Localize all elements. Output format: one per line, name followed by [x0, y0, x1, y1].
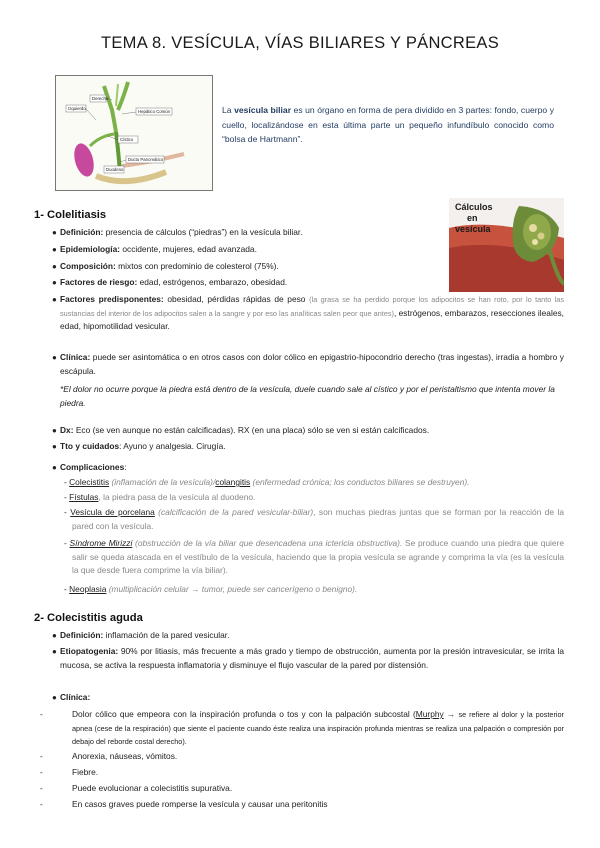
bullet-definicion: ● Definición: presencia de cálculos (“piedras”) en la vesícula biliar. [52, 227, 303, 237]
label-cistico: Cístico [120, 137, 134, 142]
intro-paragraph [222, 103, 554, 147]
intro-post: es un órgano en forma de pera dividido en 3 partes: fondo, cuerpo y cuello, localizándose en esta última parte un pequeño infundíbulo conocido como “bolsa de Hartmann”. [222, 105, 554, 144]
complicacion-neoplasia: - Neoplasia (multiplicación celular → tumor, puede ser cancerígeno o benigno). [64, 584, 358, 594]
gallstones-figure [449, 198, 564, 292]
complicacion-vesicula-porcelana: - Vesícula de porcelana (calcificación de la pared vesicular-biliar), son muchas piedras juntas que se forman por la reacción de la pared con la vesícula. [64, 507, 564, 531]
bullet-etiopatogenia: ● Etiopatogenia: 90% por litiasis, más frecuente a más grado y tiempo de obstrucción, aumenta por la presión intravesicular, se irrita la mucosa, se activa la respuesta inflamatoria y disminuye el flujo vascular de la pared por distensión. [52, 646, 564, 670]
label-derecho: Derecho [92, 96, 109, 101]
gallstones-label-line3: vesícula [455, 224, 491, 234]
complicacion-fistulas: - Fístulas, la piedra pasa de la vesícula al duodeno. [64, 492, 256, 502]
bullet-clinica-2: ● Clínica: [52, 692, 91, 702]
biliary-anatomy-illustration [56, 76, 212, 190]
section-heading-colelitiasis: 1- Colelitiasis [34, 209, 107, 221]
dash-3: - [40, 767, 43, 777]
label-duodeno: Duodeno [106, 167, 124, 172]
gallstones-illustration [449, 198, 564, 292]
bullet-definicion-2: ● Definición: inflamación de la pared vesicular. [52, 630, 230, 640]
clinica2-fiebre: Fiebre. [72, 767, 99, 777]
bullet-factores-predisponentes: ● Factores predisponentes: obesidad, pérdidas rápidas de peso (la grasa se ha perdido porque los adipocitos se han roto, por lo tanto las sustancias del interior de los adipocitos salen a la sangre y por eso las analíticas salen peor que antes), estrógenos, embarazos, resecciones ileales, edad, hipomotilidad vesicular. [52, 294, 565, 332]
clinica2-peritonitis: En casos graves puede romperse la vesícula y causar una peritonitis [72, 799, 328, 809]
gallstones-label-line1: Cálculos [455, 202, 493, 212]
bullet-dx: ● Dx: Eco (se ven aunque no están calcificadas). RX (en una placa) sólo se ven si están calcificados. [52, 425, 430, 435]
biliary-anatomy-figure [55, 75, 213, 191]
intro-bold: vesícula biliar [234, 105, 292, 115]
dash-4: - [40, 783, 43, 793]
bullet-composicion: ● Composición: mixtos con predominio de colesterol (75%). [52, 261, 279, 271]
dash-5: - [40, 799, 43, 809]
label-ducto-pancreatico: Ducto Pancreático [128, 157, 164, 162]
bullet-tto: ● Tto y cuidados: Ayuno y analgesia. Cirugía. [52, 441, 226, 451]
bullet-epidemiologia: ● Epidemiología: occidente, mujeres, edad avanzada. [52, 244, 257, 254]
bullet-factores-riesgo: ● Factores de riesgo: edad, estrógenos, embarazo, obesidad. [52, 277, 288, 287]
bullet-complicaciones: ● Complicaciones: [52, 462, 127, 472]
section-heading-colecistitis-aguda: 2- Colecistitis aguda [34, 612, 143, 624]
dash-1: - [40, 709, 43, 719]
label-hepatico-comun: Hepático Común [138, 109, 171, 114]
intro-pre: La [222, 105, 235, 115]
dash-2: - [40, 751, 43, 761]
bullet-clinica: ● Clínica: puede ser asintomática o en otros casos con dolor cólico en epigastrio-hipocondrio derecho (tras ingestas), irradia a hombro y escápula. [52, 352, 564, 376]
clinica2-anorexia: Anorexia, náuseas, vómitos. [72, 751, 178, 761]
clinica-note: *El dolor no ocurre porque la piedra está dentro de la vesícula, duele cuando sale al cístico y por el peristaltismo que intenta mover la piedra. [60, 384, 555, 408]
clinica2-supurativa: Puede evolucionar a colecistitis supurativa. [72, 783, 233, 793]
complicacion-colecistitis: - Colecistitis (inflamación de la vesícula)/colangitis (enfermedad crónica; los conductos biliares se destruyen). [64, 477, 470, 487]
gallstones-label-line2: en [467, 213, 478, 223]
label-izquierdo: Izquierdo [68, 106, 86, 111]
complicacion-sindrome-mirizzi: - Síndrome Mirizzi (obstrucción de la vía biliar que desencadena una ictericia obstructiva). Se produce cuando una piedra que quiere salir se queda atascada en el vestíbulo de la vesícula, haciendo que la propia vesícula se agrande y comprima la vía (es la vesícula la que desde fuera comprime la vía biliar). [64, 538, 564, 576]
page-title: TEMA 8. VESÍCULA, VÍAS BILIARES Y PÁNCREAS [100, 34, 500, 52]
clinica2-murphy: Dolor cólico que empeora con la inspiración profunda o tos y con la palpación subcostal (Murphy → se refiere al dolor y la posterior apnea (cese de la respiración) que siente el paciente cuando éste realiza una inspiración profunda mientras se realiza una palpación o compresión por debajo del reborde costal derecho). [72, 709, 564, 747]
